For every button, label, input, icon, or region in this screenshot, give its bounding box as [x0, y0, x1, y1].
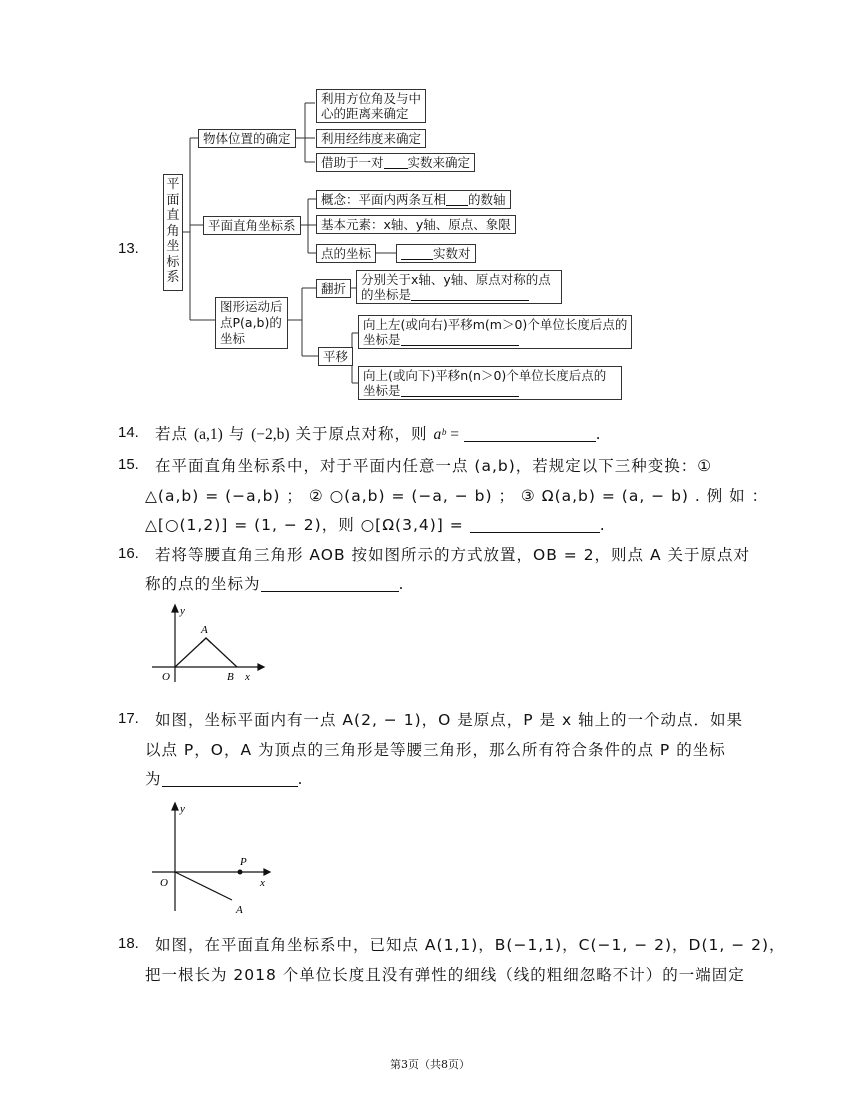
q17-line3-text: 为 — [145, 770, 162, 788]
q16-label-A: A — [201, 624, 208, 636]
question-14-text — [155, 422, 602, 444]
page-footer: 第3页（共8页） — [390, 1058, 470, 1071]
q16-x-arrow — [258, 664, 264, 670]
item-pair-label-b: 实数来确定 — [407, 155, 471, 170]
q15-end: . — [599, 516, 606, 534]
question-16-line2 — [145, 572, 404, 594]
mindmap-item-shift-horizontal — [358, 315, 632, 349]
q14-text-a: 若点 — [155, 425, 194, 443]
q17-figure — [140, 796, 290, 916]
q14-end: . — [595, 425, 602, 443]
item-latlong-label: 利用经纬度来确定 — [321, 131, 422, 146]
question-number-18: 18. — [118, 935, 139, 952]
mindmap-branch-motion — [215, 297, 288, 349]
flip-detail-line2: 的坐标是 — [361, 287, 412, 302]
blank-pair — [384, 156, 408, 169]
q14-text-b: 与 — [222, 425, 252, 443]
point-coord-label: 点的坐标 — [321, 246, 372, 261]
question-15-line1: 在平面直角坐标系中，对于平面内任意一点 (a,b)，若规定以下三种变换：① — [155, 457, 713, 475]
question-number-13: 13. — [118, 240, 139, 257]
question-number-15: 15. — [118, 456, 139, 473]
q14-point1: (a,1) — [193, 426, 223, 443]
blank-concept — [446, 193, 468, 206]
motion-label-line2: 点P(a,b)的 — [220, 315, 282, 330]
q17-label-A: A — [236, 904, 243, 916]
q17-answer-blank — [162, 772, 298, 787]
q15-line3-text: △[○(1,2)] = (1, − 2)，则 ○[Ω(3,4)] = — [145, 516, 470, 534]
mindmap-item-flip-detail — [356, 270, 562, 304]
question-17-line1: 如图，坐标平面内有一点 A(2, − 1)，O 是原点，P 是 x 轴上的一个动点．如果 — [155, 711, 744, 729]
flip-detail-line1: 分别关于x轴、y轴、原点对称的点 — [361, 272, 551, 287]
q14-text-c: 关于原点对称，则 — [289, 425, 434, 443]
q17-label-y: y — [180, 803, 185, 815]
mindmap-connectors — [0, 0, 860, 420]
q16-figure — [140, 600, 280, 690]
blank-realpair — [401, 247, 433, 260]
q16-label-B: B — [227, 671, 234, 683]
q17-label-x: x — [260, 877, 265, 889]
q16-end: . — [398, 575, 405, 593]
question-number-17: 17. — [118, 710, 139, 727]
mindmap-branch-position — [198, 129, 296, 148]
mindmap-branch-coordinate — [203, 216, 301, 235]
mindmap-item-elements — [316, 215, 516, 234]
q17-segment-OA — [175, 872, 232, 900]
q14-expr: aᵇ = — [433, 426, 464, 443]
mindmap-root — [163, 174, 183, 291]
q14-point2: (−2,b) — [251, 426, 290, 443]
shift-label: 平移 — [323, 349, 349, 364]
branch-position-label: 物体位置的确定 — [203, 131, 291, 146]
realpair-label: 实数对 — [433, 246, 471, 261]
item-bearing-line2: 心的距离来确定 — [321, 106, 409, 121]
mindmap-item-latlong — [316, 129, 426, 148]
flip-label: 翻折 — [321, 281, 347, 296]
mindmap-item-realpair — [396, 244, 476, 263]
question-number-16: 16. — [118, 545, 139, 562]
question-number-14: 14. — [118, 424, 139, 441]
item-pair-label-a: 借助于一对 — [321, 155, 384, 170]
mindmap-item-point — [316, 244, 376, 263]
question-15-line2: △(a,b) = (−a,b) ； ② ○(a,b) = (−a, − b) ； ③ Ω(a,b) = (a, − b) . 例 如 ： — [145, 487, 769, 505]
branch-coordinate-label: 平面直角坐标系 — [208, 218, 296, 233]
elements-label: 基本元素：x轴、y轴、原点、象限 — [321, 217, 511, 232]
q17-label-P: P — [240, 856, 247, 868]
mindmap-item-flip — [316, 279, 351, 298]
mindmap-item-concept — [316, 190, 511, 209]
q15-answer-blank — [470, 518, 600, 533]
q17-end: . — [297, 770, 304, 788]
q16-line2-text: 称的点的坐标为 — [145, 575, 261, 593]
question-16-line1: 若将等腰直角三角形 AOB 按如图所示的方式放置，OB = 2，则点 A 关于原点对 — [155, 546, 751, 564]
question-15-line3 — [145, 513, 606, 535]
shift-horizontal-line2: 坐标是 — [363, 332, 401, 347]
question-17-line3 — [145, 767, 303, 789]
q16-label-y: y — [180, 605, 185, 617]
q17-label-O: O — [160, 877, 168, 889]
concept-label-a: 概念：平面内两条互相 — [321, 192, 447, 207]
q16-label-O: O — [162, 671, 170, 683]
q16-triangle — [175, 638, 237, 667]
blank-shift-vertical — [401, 384, 519, 397]
mindmap-item-pair — [316, 153, 475, 172]
q17-point-P — [238, 870, 243, 875]
question-17-line2: 以点 P，O，A 为顶点的三角形是等腰三角形，那么所有符合条件的点 P 的坐标 — [145, 741, 726, 759]
question-18-line1: 如图，在平面直角坐标系中，已知点 A(1,1)，B(−1,1)，C(−1, − 2)，D(1, − 2)， — [155, 936, 786, 954]
q17-x-arrow — [264, 869, 270, 875]
question-18-line2: 把一根长为 2018 个单位长度且没有弹性的细线（线的粗细忽略不计）的一端固定 — [145, 966, 745, 984]
blank-shift-horizontal — [401, 333, 519, 346]
item-bearing-line1: 利用方位角及与中 — [321, 91, 422, 106]
q16-label-x: x — [245, 671, 250, 683]
mindmap-item-shift — [318, 347, 353, 366]
mindmap-root-label: 平面直角坐标系 — [166, 177, 180, 285]
motion-label-line3: 坐标 — [220, 331, 246, 346]
q16-answer-blank — [261, 577, 399, 592]
shift-horizontal-line1: 向上左(或向右)平移m(m＞0)个单位长度后点的 — [363, 317, 628, 332]
mindmap-item-bearing — [316, 89, 426, 123]
shift-vertical-line1: 向上(或向下)平移n(n＞0)个单位长度后点的 — [363, 368, 607, 383]
shift-vertical-line2: 坐标是 — [363, 383, 401, 398]
motion-label-line1: 图形运动后 — [220, 299, 283, 314]
q16-y-arrow — [172, 605, 178, 612]
concept-label-b: 的数轴 — [468, 192, 506, 207]
blank-flip — [411, 288, 529, 301]
mindmap-item-shift-vertical — [358, 366, 622, 400]
q14-answer-blank — [464, 427, 596, 442]
q17-y-arrow — [172, 803, 178, 810]
